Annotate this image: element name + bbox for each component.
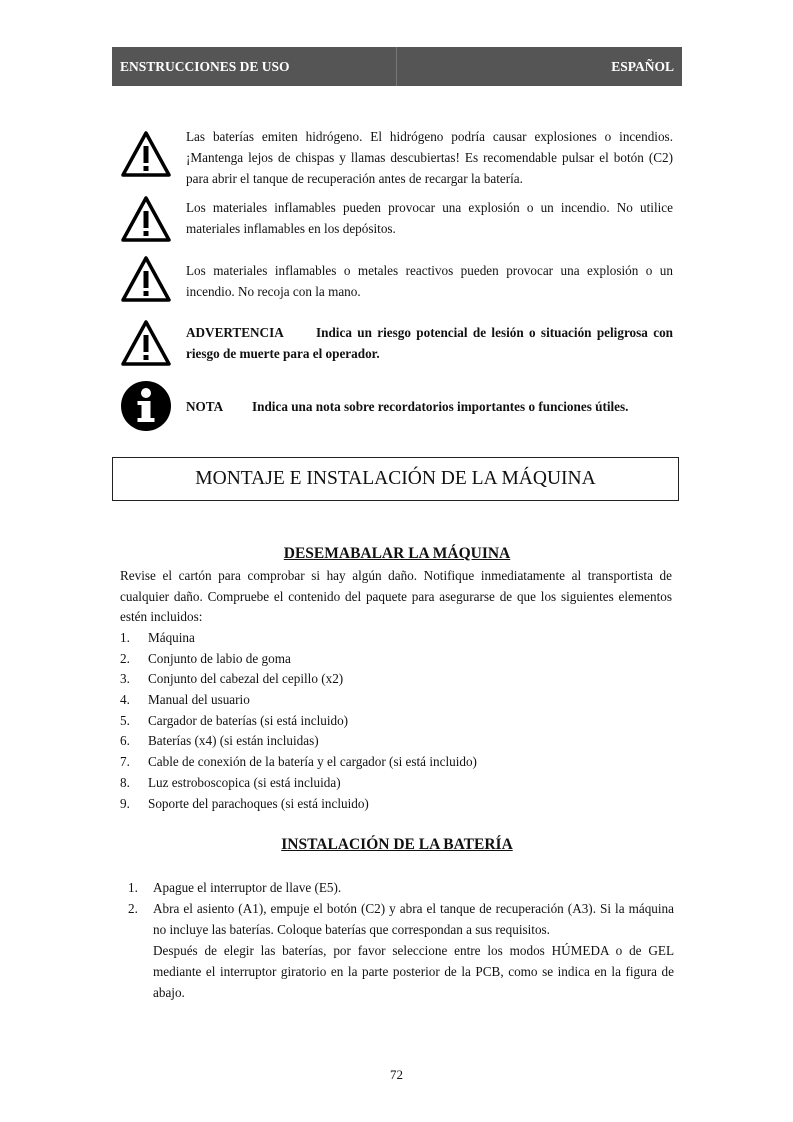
list-item: 2. Abra el asiento (A1), empuje el botón (C2) y abra el tanque de recuperación (A3). Si la máquina no incluye las baterías. Coloque baterías que correspondan a sus requisitos. Después de elegir las baterías, por favor seleccione entre los modos HÚMEDA o de GEL mediante el interruptor giratorio en la parte posterior de la PCB, como se indica en la figura de abajo.: [128, 901, 674, 1000]
warning-hydrogen: [120, 126, 675, 186]
warning-text: Las baterías emiten hidrógeno. El hidrógeno podría causar explosiones o incendios. ¡Mantenga lejos de chispas y llamas descubiertas! Es recomendable pulsar el botón (C2) para abrir el tanque de recuperación antes de recargar la batería.: [186, 129, 673, 186]
list-item: 2. Conjunto de labio de goma: [120, 650, 291, 666]
warning-description: Indica un riesgo potencial de lesión o situación peligrosa con riesgo de muerte para el operador.: [186, 325, 673, 361]
header-language: ESPAÑOL: [611, 58, 674, 74]
warning-triangle-icon: [120, 319, 172, 367]
warning-text: Los materiales inflamables pueden provocar una explosión o un incendio. No utilice materiales inflamables en los depósitos.: [186, 200, 673, 236]
note-description: Indica una nota sobre recordatorios importantes o funciones útiles.: [252, 399, 629, 414]
list-item: 5. Cargador de baterías (si está incluido): [120, 712, 349, 728]
warning-triangle-icon: [120, 255, 172, 303]
warning-flammable: [120, 197, 675, 247]
list-item: 3. Conjunto del cabezal del cepillo (x2): [120, 671, 344, 687]
unpack-intro: Revise el cartón para comprobar si hay algún daño. Notifique inmediatamente al transportista de cualquier daño. Compruebe el contenido del paquete para asegurarse de que los siguientes elementos estén incluidos:: [120, 568, 672, 625]
section-title: MONTAJE E INSTALACIÓN DE LA MÁQUINA: [112, 457, 679, 501]
list-item: 6. Baterías (x4) (si están incluidas): [120, 733, 319, 749]
battery-steps: [128, 877, 674, 1003]
warning-reactive-metals: [120, 260, 675, 310]
warning-advertencia: [120, 322, 675, 372]
list-item: 4. Manual del usuario: [120, 692, 250, 708]
info-icon: [120, 380, 172, 432]
warning-text: Los materiales inflamables o metales reactivos pueden provocar una explosión o un incendio. No recoja con la mano.: [186, 263, 673, 299]
note-label: NOTA: [186, 399, 224, 414]
header-title: ENSTRUCCIONES DE USO: [112, 47, 397, 86]
list-item: 7. Cable de conexión de la batería y el cargador (si está incluido): [120, 754, 477, 770]
unpack-list: [120, 628, 477, 814]
list-item: 1. Máquina: [120, 630, 195, 645]
note-text: [186, 396, 673, 417]
note-info: [120, 380, 675, 432]
warning-label: ADVERTENCIA: [186, 325, 284, 340]
warning-triangle-icon: [120, 195, 172, 243]
list-item: 1. Apague el interruptor de llave (E5).: [128, 880, 342, 895]
page-header: [112, 47, 682, 86]
list-item: 9. Soporte del parachoques (si está incluido): [120, 795, 369, 811]
unpack-heading: DESEMABALAR LA MÁQUINA: [283, 545, 511, 562]
battery-heading: INSTALACIÓN DE LA BATERÍA: [281, 836, 513, 853]
page-number: 72: [390, 1067, 403, 1082]
warning-text: [186, 322, 673, 364]
warning-triangle-icon: [120, 130, 172, 178]
list-item: 8. Luz estroboscopica (si está incluida): [120, 774, 341, 790]
